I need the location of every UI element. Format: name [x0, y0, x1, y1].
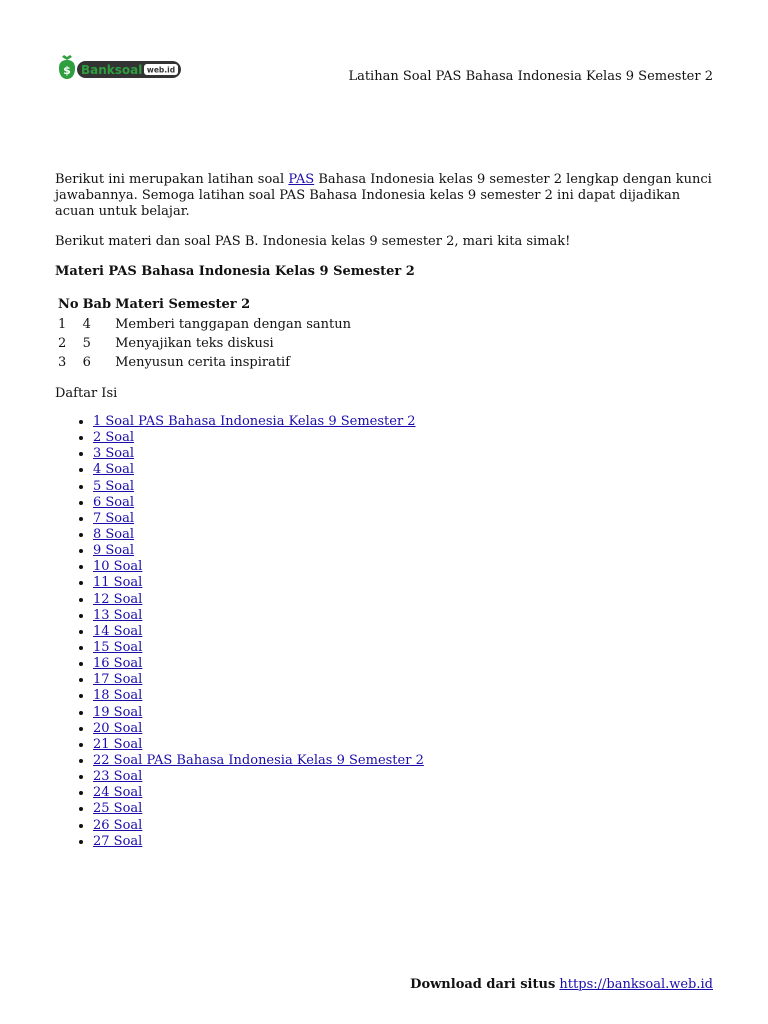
toc-link[interactable]: 12 Soal: [93, 591, 143, 607]
toc-item: [93, 479, 715, 495]
toc-item: [93, 575, 715, 591]
page-footer: [410, 977, 713, 992]
toc-link[interactable]: 17 Soal: [93, 672, 143, 688]
table-cell-bab: 6: [82, 354, 91, 370]
toc-link[interactable]: 15 Soal: [93, 639, 143, 655]
toc-item: [93, 834, 715, 850]
materi-intro-paragraph: Berikut materi dan soal PAS B. Indonesia kelas 9 semester 2, mari kita simak!: [55, 234, 571, 249]
toc-item: [93, 705, 715, 721]
page-header-title: Latihan Soal PAS Bahasa Indonesia Kelas 9 Semester 2: [348, 69, 713, 84]
toc-item: [93, 446, 715, 462]
toc-item: [93, 672, 715, 688]
table-cell-bab: 4: [82, 316, 91, 332]
table-cell-no: 2: [58, 335, 67, 351]
toc-item: [93, 495, 715, 511]
toc-link[interactable]: 4 Soal: [93, 462, 135, 478]
toc-item: [93, 462, 715, 478]
toc-item: [93, 640, 715, 656]
toc-link[interactable]: 25 Soal: [93, 801, 143, 817]
toc-item: [93, 624, 715, 640]
toc-link[interactable]: 10 Soal: [93, 559, 143, 575]
toc-item: [93, 769, 715, 785]
toc-link[interactable]: 22 Soal PAS Bahasa Indonesia Kelas 9 Semester 2: [93, 752, 424, 768]
toc-item: [93, 721, 715, 737]
toc-link[interactable]: 23 Soal: [93, 769, 143, 785]
table-row: [56, 315, 353, 334]
table-header-bab: Bab: [82, 296, 112, 312]
toc-link[interactable]: 11 Soal: [93, 575, 143, 591]
toc-item: [93, 785, 715, 801]
pas-link[interactable]: PAS: [288, 172, 315, 187]
toc-link[interactable]: 19 Soal: [93, 704, 143, 720]
toc-link[interactable]: 13 Soal: [93, 607, 143, 623]
toc-item: [93, 592, 715, 608]
toc-item: [93, 753, 715, 769]
toc-item: [93, 414, 715, 430]
toc-link[interactable]: 24 Soal: [93, 785, 143, 801]
toc-link[interactable]: 9 Soal: [93, 543, 135, 559]
logo-text: Banksoal: [81, 63, 143, 77]
toc-item: [93, 608, 715, 624]
toc-item: [93, 656, 715, 672]
toc-link[interactable]: 2 Soal: [93, 430, 135, 446]
toc-item: [93, 430, 715, 446]
toc-link[interactable]: 26 Soal: [93, 817, 143, 833]
toc-item: [93, 801, 715, 817]
footer-label: Download dari situs: [410, 977, 556, 992]
toc-link[interactable]: 14 Soal: [93, 623, 143, 639]
toc-item: [93, 737, 715, 753]
table-of-contents: [55, 414, 715, 850]
toc-link[interactable]: 21 Soal: [93, 736, 143, 752]
toc-item: [93, 527, 715, 543]
table-cell-materi: Menyusun cerita inspiratif: [115, 354, 291, 370]
table-cell-bab: 5: [82, 335, 91, 351]
toc-title: Daftar Isi: [55, 386, 118, 401]
toc-link[interactable]: 8 Soal: [93, 526, 135, 542]
toc-item: [93, 688, 715, 704]
table-row: [56, 334, 353, 353]
table-header-no: No: [58, 296, 79, 312]
materi-table: [56, 296, 353, 372]
toc-link[interactable]: 3 Soal: [93, 446, 135, 462]
main-content: [55, 172, 715, 850]
toc-link[interactable]: 5 Soal: [93, 478, 135, 494]
toc-link[interactable]: 7 Soal: [93, 510, 135, 526]
toc-link[interactable]: 27 Soal: [93, 833, 143, 849]
table-cell-materi: Memberi tanggapan dengan santun: [115, 316, 351, 332]
toc-item: [93, 559, 715, 575]
site-logo[interactable]: [55, 52, 183, 82]
toc-link[interactable]: 6 Soal: [93, 494, 135, 510]
section-heading: Materi PAS Bahasa Indonesia Kelas 9 Semester 2: [55, 264, 415, 279]
footer-site-link[interactable]: https://banksoal.web.id: [559, 977, 713, 992]
table-cell-no: 1: [58, 316, 67, 332]
toc-link[interactable]: 18 Soal: [93, 688, 143, 704]
toc-item: [93, 511, 715, 527]
logo-suffix: web.id: [146, 65, 176, 75]
toc-item: [93, 818, 715, 834]
table-header-materi: Materi Semester 2: [115, 296, 251, 312]
intro-paragraph: [55, 172, 715, 220]
table-cell-materi: Menyajikan teks diskusi: [115, 335, 274, 351]
toc-item: [93, 543, 715, 559]
table-header-row: [56, 296, 353, 315]
table-cell-no: 3: [58, 354, 67, 370]
toc-link[interactable]: 16 Soal: [93, 656, 143, 672]
toc-link[interactable]: 20 Soal: [93, 720, 143, 736]
intro-text-before: Berikut ini merupakan latihan soal: [55, 172, 289, 187]
intro-text-after: Bahasa Indonesia kelas 9 semester 2 lengkap dengan kunci jawabannya. Semoga latihan soal PAS Bahasa Indonesia kelas 9 semester 2 ini dapat dijadikan acuan untuk belajar.: [55, 172, 712, 219]
svg-text:$: $: [63, 64, 71, 77]
toc-link[interactable]: 1 Soal PAS Bahasa Indonesia Kelas 9 Semester 2: [93, 414, 416, 429]
table-row: [56, 353, 353, 372]
